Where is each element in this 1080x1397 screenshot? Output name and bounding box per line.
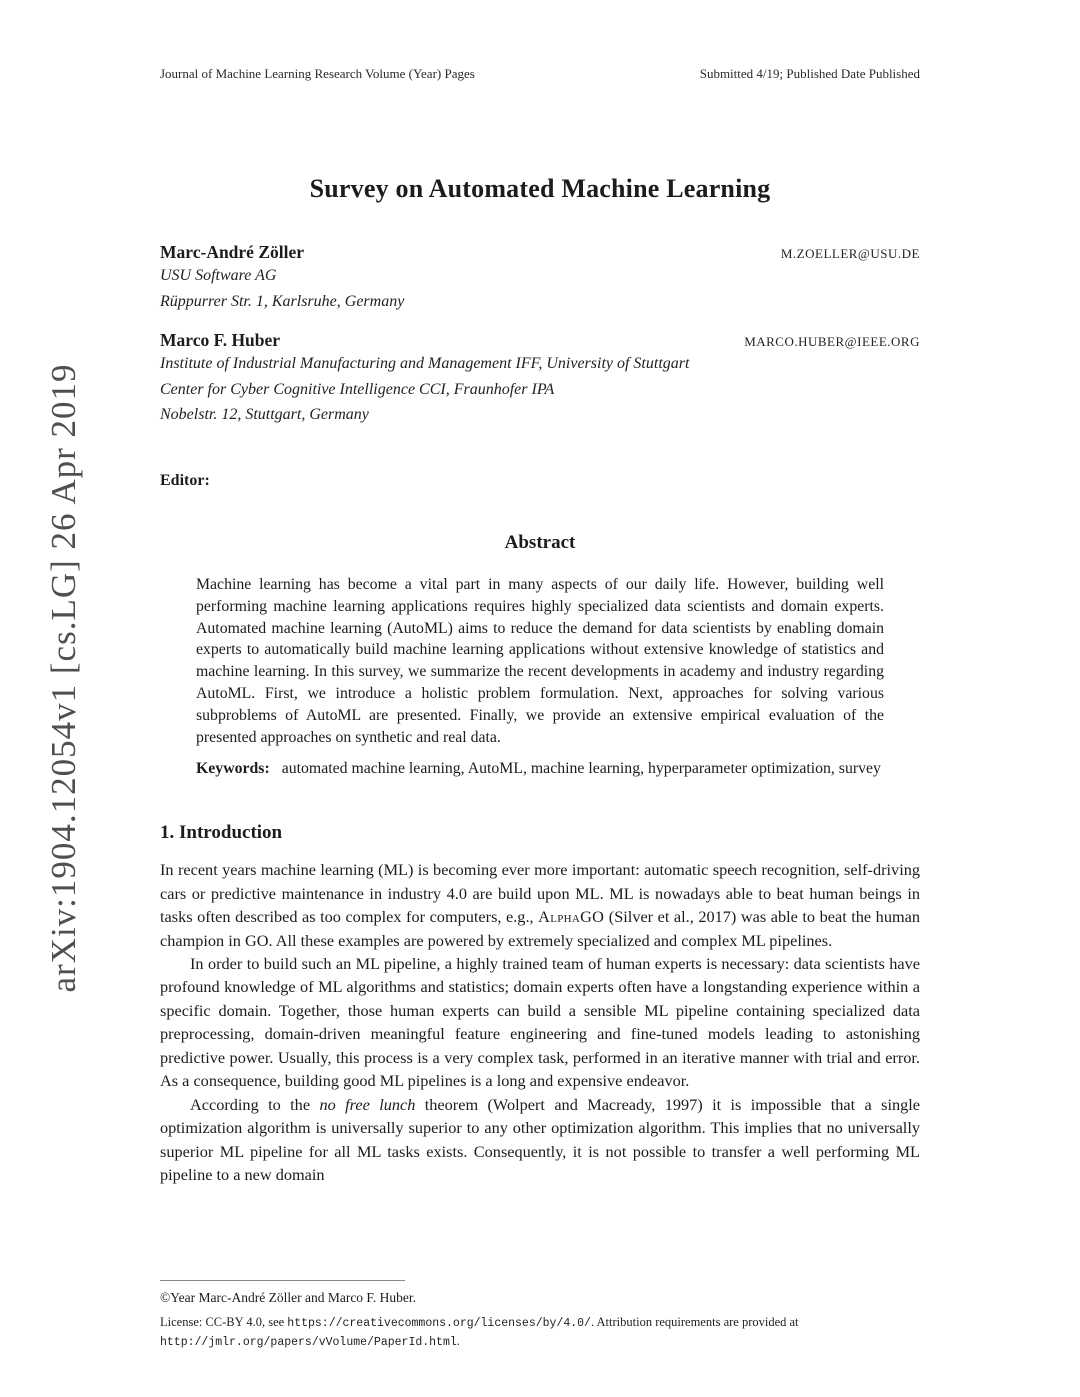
- running-header: [160, 66, 920, 82]
- author-block: [160, 242, 920, 428]
- license-url[interactable]: https://creativecommons.org/licenses/by/4.0/: [287, 1316, 591, 1330]
- text-segment: License: CC-BY 4.0, see: [160, 1314, 288, 1329]
- submission-header-text: Submitted 4/19; Published Date Published: [699, 66, 920, 81]
- section-heading-introduction: 1. Introduction: [160, 822, 283, 844]
- author-name-row: [160, 242, 920, 263]
- author-email: M.ZOELLER@USU.DE: [780, 246, 920, 261]
- keywords-line: [196, 758, 884, 780]
- paragraph: [160, 858, 920, 952]
- editor-label: Editor:: [160, 471, 210, 489]
- keywords-label: Keywords:: [196, 760, 270, 778]
- text-segment: .: [456, 1333, 460, 1348]
- author-email: MARCO.HUBER@IEEE.ORG: [744, 334, 920, 350]
- attribution-url[interactable]: http://jmlr.org/papers/vVolume/PaperId.html: [160, 1335, 457, 1349]
- footer: [160, 1280, 920, 1352]
- journal-header-text: Journal of Machine Learning Research Volume (Year) Pages: [160, 66, 475, 81]
- abstract-heading: Abstract: [504, 531, 576, 553]
- copyright-line: ©Year Marc-André Zöller and Marco F. Huber.: [160, 1289, 416, 1305]
- paper-title: Survey on Automated Machine Learning: [309, 174, 771, 203]
- author-name: Marco F. Huber: [160, 330, 281, 351]
- author-affiliation: Center for Cyber Cognitive Intelligence CCI, Fraunhofer IPA: [160, 380, 555, 398]
- author-affiliation: Rüppurrer Str. 1, Karlsruhe, Germany: [160, 292, 405, 310]
- author-name: Marc-André Zöller: [160, 242, 305, 262]
- keywords-text: automated machine learning, AutoML, machine learning, hyperparameter optimization, survey: [281, 760, 881, 778]
- arxiv-watermark: arXiv:1904.12054v1 [cs.LG] 26 Apr 2019: [44, 363, 83, 993]
- author-affiliation: Nobelstr. 12, Stuttgart, Germany: [160, 406, 369, 424]
- footnote-rule: [160, 1280, 405, 1281]
- text-segment: According to the: [190, 1094, 320, 1114]
- abstract-text: Machine learning has become a vital part in many aspects of our daily life. However, building well performing machine learning applications requires highly specialized data scientists and domain experts. Automated machine learning (AutoML) aims to reduce the demand for data scientists by enabling domain experts to automatically build machine learning applications without extensive knowledge of statistics and machine learning. In this survey, we summarize the recent developments in academy and industry regarding AutoML. First, we introduce a holistic problem formulation. Next, approaches for solving various subproblems of AutoML are presented. Finally, we provide an extensive empirical evaluation of the presented approaches on synthetic and real data.: [196, 575, 884, 746]
- paragraph: [160, 952, 920, 1093]
- text-segment: In recent years machine learning (ML) is becoming ever more important: automatic speech recognition, self-driving cars or predictive maintenance in industry 4.0 are build upon ML. ML is nowadays able to beat human beings in tasks often described as too complex for computers, e.g.,: [160, 860, 920, 927]
- text-segment: In order to build such an ML pipeline, a highly trained team of human experts is necessary: data scientists have profound knowledge of ML algorithms and statistics; domain experts often have a longstanding experience within a specific domain. Together, those human experts can build a sensible ML pipeline containing specialized data preprocessing, domain-driven meaningful feature engineering and fine-tuned models leading to astonishing predictive power. Usually, this process is a very complex task, performed in an iterative manner with trial and error. As a consequence, building good ML pipelines is a long and expensive endeavor.: [160, 953, 920, 1091]
- author-affiliation: Institute of Industrial Manufacturing and Management IFF, University of Stuttgart: [160, 355, 690, 373]
- text-segment: AlphaGO: [538, 907, 605, 927]
- text-segment: (Silver et al., 2017) was able to beat the human champion in GO. All these examples are powered by extremely specialized and complex ML pipelines.: [160, 907, 920, 950]
- text-segment: no free lunch: [319, 1094, 416, 1114]
- author-affiliation: USU Software AG: [160, 267, 277, 284]
- license-line: [160, 1313, 920, 1352]
- author: [160, 330, 920, 428]
- author: [160, 242, 920, 314]
- text-segment: . Attribution requirements are provided at: [590, 1314, 799, 1329]
- paragraph: [160, 1093, 920, 1187]
- author-name-row: [160, 330, 920, 351]
- text-segment: theorem (Wolpert and Macready, 1997) it is impossible that a single optimization algorithm is universally superior to any other optimization algorithm. This implies that no universally superior ML pipeline for all ML tasks exists. Consequently, it is not possible to transfer a well performing ML pipeline to a new domain: [160, 1094, 920, 1185]
- introduction-paragraphs: [160, 858, 920, 1186]
